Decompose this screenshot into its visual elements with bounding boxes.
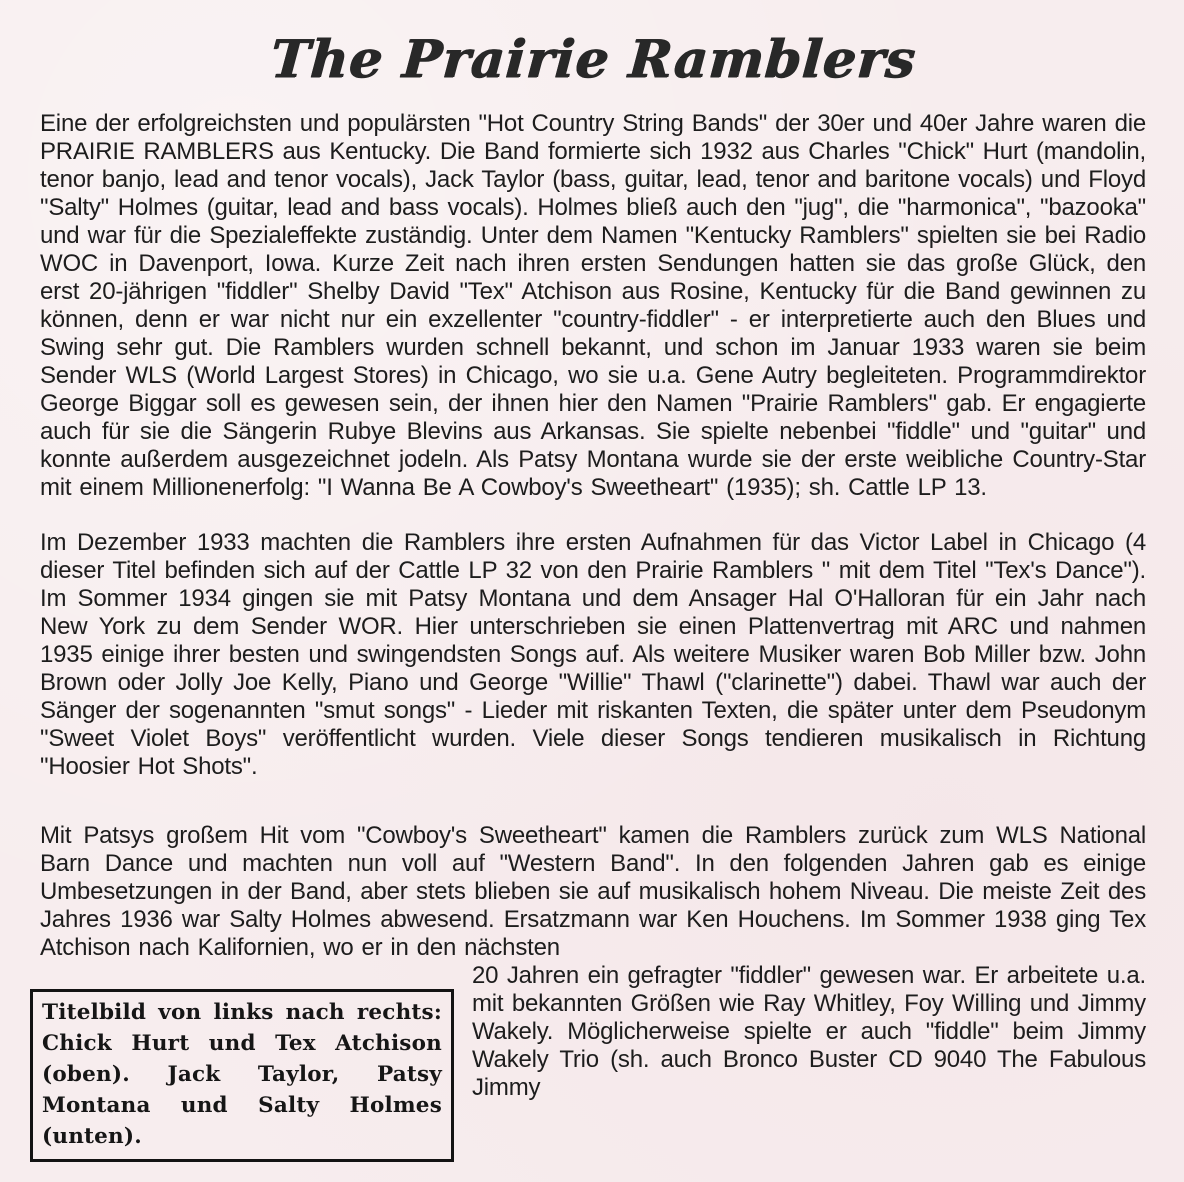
paragraph-later-years-intro: Mit Patsys großem Hit vom "Cowboy's Sweetheart" kamen die Ramblers zurück zum WLS National Barn Dance und machten nun voll auf "Western Band". In den folgenden Jahren gab es einige Umbesetzungen in der Band, aber stets blieben sie auf musikalisch hohem Niveau. Die meiste Zeit des Jahres 1936 war Salty Holmes abwesend. Ersatzmann war Ken Houchens. Im Sommer 1938 ging Tex Atchison nach Kalifornien, wo er in den nächsten <box>40 822 1146 961</box>
paragraph-band-history: Eine der erfolgreichsten und populärsten "Hot Country String Bands" der 30er und 40er Jahre waren die PRAIRIE RAMBLERS aus Kentucky. Die Band formierte sich 1932 aus Charles "Chick" Hurt (mandolin, tenor banjo, lead and tenor vocals), Jack Taylor (bass, guitar, lead, tenor and baritone vocals) und Floyd "Salty" Holmes (guitar, lead and bass vocals). Holmes bließ auch den "jug", die "harmonica", "bazooka" und war für die Spezialeffekte zuständig. Unter dem Namen "Kentucky Ramblers" spielten sie bei Radio WOC in Davenport, Iowa. Kurze Zeit nach ihren ersten Sendungen hatten sie das große Glück, den erst 20-jährigen "fiddler" Shelby David "Tex" Atchison aus Rosine, Kentucky für die Band gewinnen zu können, denn er war nicht nur ein exzellenter "country-fiddler" - er interpretierte auch den Blues und Swing sehr gut. Die Ramblers wurden schnell bekannt, und schon im Januar 1933 waren sie beim Sender WLS (World Largest Stores) in Chicago, wo sie u.a. Gene Autry begleiteten. Programmdirektor George Biggar soll es gewesen sein, der ihnen hier den Namen "Prairie Ramblers" gab. Er engagierte auch für sie die Sängerin Rubye Blevins aus Arkansas. Sie spielte nebenbei "fiddle" und "guitar" und konnte außerdem ausgezeichnet jodeln. Als Patsy Montana wurde sie der erste weibliche Country-Star mit einem Millionenerfolg: "I Wanna Be A Cowboy's Sweetheart" (1935); sh. Cattle LP 13. <box>40 110 1146 501</box>
page-title: The Prairie Ramblers <box>268 29 918 90</box>
cover-photo-caption-text: Titelbild von links nach rechts: Chick Hurt und Tex Atchison (oben). Jack Taylor, Patsy Montana und Salty Holmes (unten). <box>42 1000 442 1149</box>
paragraph-recordings: Im Dezember 1933 machten die Ramblers ihre ersten Aufnahmen für das Victor Label in Chicago (4 dieser Titel befinden sich auf der Cattle LP 32 von den Prairie Ramblers " mit dem Titel "Tex's Dance"). Im Sommer 1934 gingen sie mit Patsy Montana und dem Ansager Hal O'Halloran für ein Jahr nach New York zu dem Sender WOR. Hier unterschrieben sie einen Plattenvertrag mit ARC und nahmen 1935 einige ihrer besten und swingendsten Songs auf. Als weitere Musiker waren Bob Miller bzw. John Brown oder Jolly Joe Kelly, Piano und George "Willie" Thawl ("clarinette") dabei. Thawl war auch der Sänger der sogenannten "smut songs" - Lieder mit riskanten Texten, die später unter dem Pseudonym "Sweet Violet Boys" veröffentlicht wurden. Viele dieser Songs tendieren musikalisch in Richtung "Hoosier Hot Shots". <box>40 529 1146 780</box>
cover-photo-caption-box <box>30 989 454 1162</box>
paragraph-later-years-continued: 20 Jahren ein gefragter "fiddler" gewesen war. Er arbeitete u.a. mit bekannten Größen wie Ray Whitley, Foy Willing und Jimmy Wakely. Möglicherweise spielte er auch "fiddle" beim Jimmy Wakely Trio (sh. auch Bronco Buster CD 9040 The Fabulous Jimmy <box>472 962 1146 1101</box>
bottom-section <box>40 962 1146 1162</box>
